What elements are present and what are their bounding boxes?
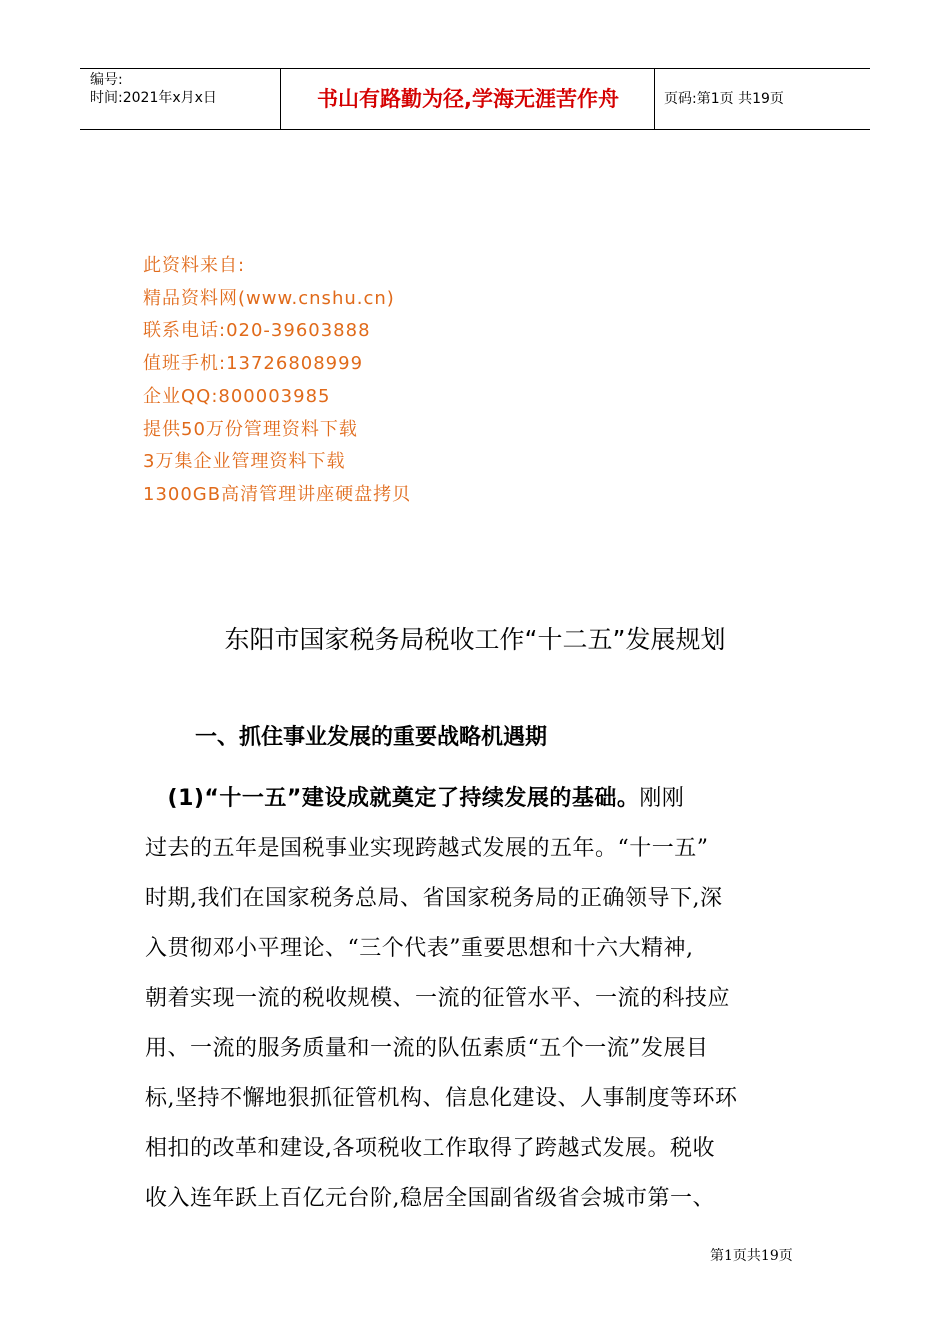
paragraph-line: 过去的五年是国税事业实现跨越式发展的五年。“十一五” — [145, 836, 709, 861]
header-divider — [654, 69, 655, 129]
header-page-label: 页码:第1页 共19页 — [664, 91, 784, 107]
paragraph-line — [145, 774, 807, 824]
header-divider — [280, 69, 281, 129]
paragraph-line: 朝着实现一流的税收规模、一流的征管水平、一流的科技应 — [145, 986, 731, 1011]
source-line: 企业QQ:800003985 — [143, 385, 331, 407]
source-line: 联系电话:020-39603888 — [143, 320, 371, 342]
source-line: 值班手机:13726808999 — [143, 353, 364, 375]
paragraph-line: 用、一流的服务质量和一流的队伍素质“五个一流”发展目 — [145, 1036, 709, 1061]
page-footer: 第1页共19页 — [710, 1248, 793, 1264]
paragraph-line: 标,坚持不懈地狠抓征管机构、信息化建设、人事制度等环环 — [145, 1086, 738, 1111]
header-number-label: 编号: — [90, 72, 123, 88]
source-info-block — [143, 250, 411, 512]
paragraph-line: 相扣的改革和建设,各项税收工作取得了跨越式发展。税收 — [145, 1136, 715, 1161]
document-title: 东阳市国家税务局税收工作“十二五”发展规划 — [224, 625, 726, 654]
source-line: 精品资料网(www.cnshu.cn) — [143, 287, 395, 309]
paragraph-line: 时期,我们在国家税务总局、省国家税务局的正确领导下,深 — [145, 886, 723, 911]
page-header — [80, 68, 870, 130]
source-line: 1300GB高清管理讲座硬盘拷贝 — [143, 483, 412, 505]
header-meta — [90, 71, 280, 107]
paragraph-lead: (1)“十一五”建设成就奠定了持续发展的基础。 — [167, 786, 640, 811]
source-line: 此资料来自: — [143, 255, 246, 276]
source-line: 3万集企业管理资料下载 — [143, 451, 346, 473]
paragraph-line: 收入连年跃上百亿元台阶,稳居全国副省级省会城市第一、 — [145, 1186, 715, 1211]
header-motto: 书山有路勤为径,学海无涯苦作舟 — [317, 87, 619, 111]
body-paragraph — [145, 774, 807, 1224]
section-heading: 一、抓住事业发展的重要战略机遇期 — [195, 725, 548, 750]
source-line: 提供50万份管理资料下载 — [143, 418, 358, 440]
header-time-label: 时间:2021年x月x日 — [90, 90, 217, 106]
paragraph-lead-rest: 刚刚 — [639, 786, 685, 811]
paragraph-line: 入贯彻邓小平理论、“三个代表”重要思想和十六大精神, — [145, 936, 694, 961]
